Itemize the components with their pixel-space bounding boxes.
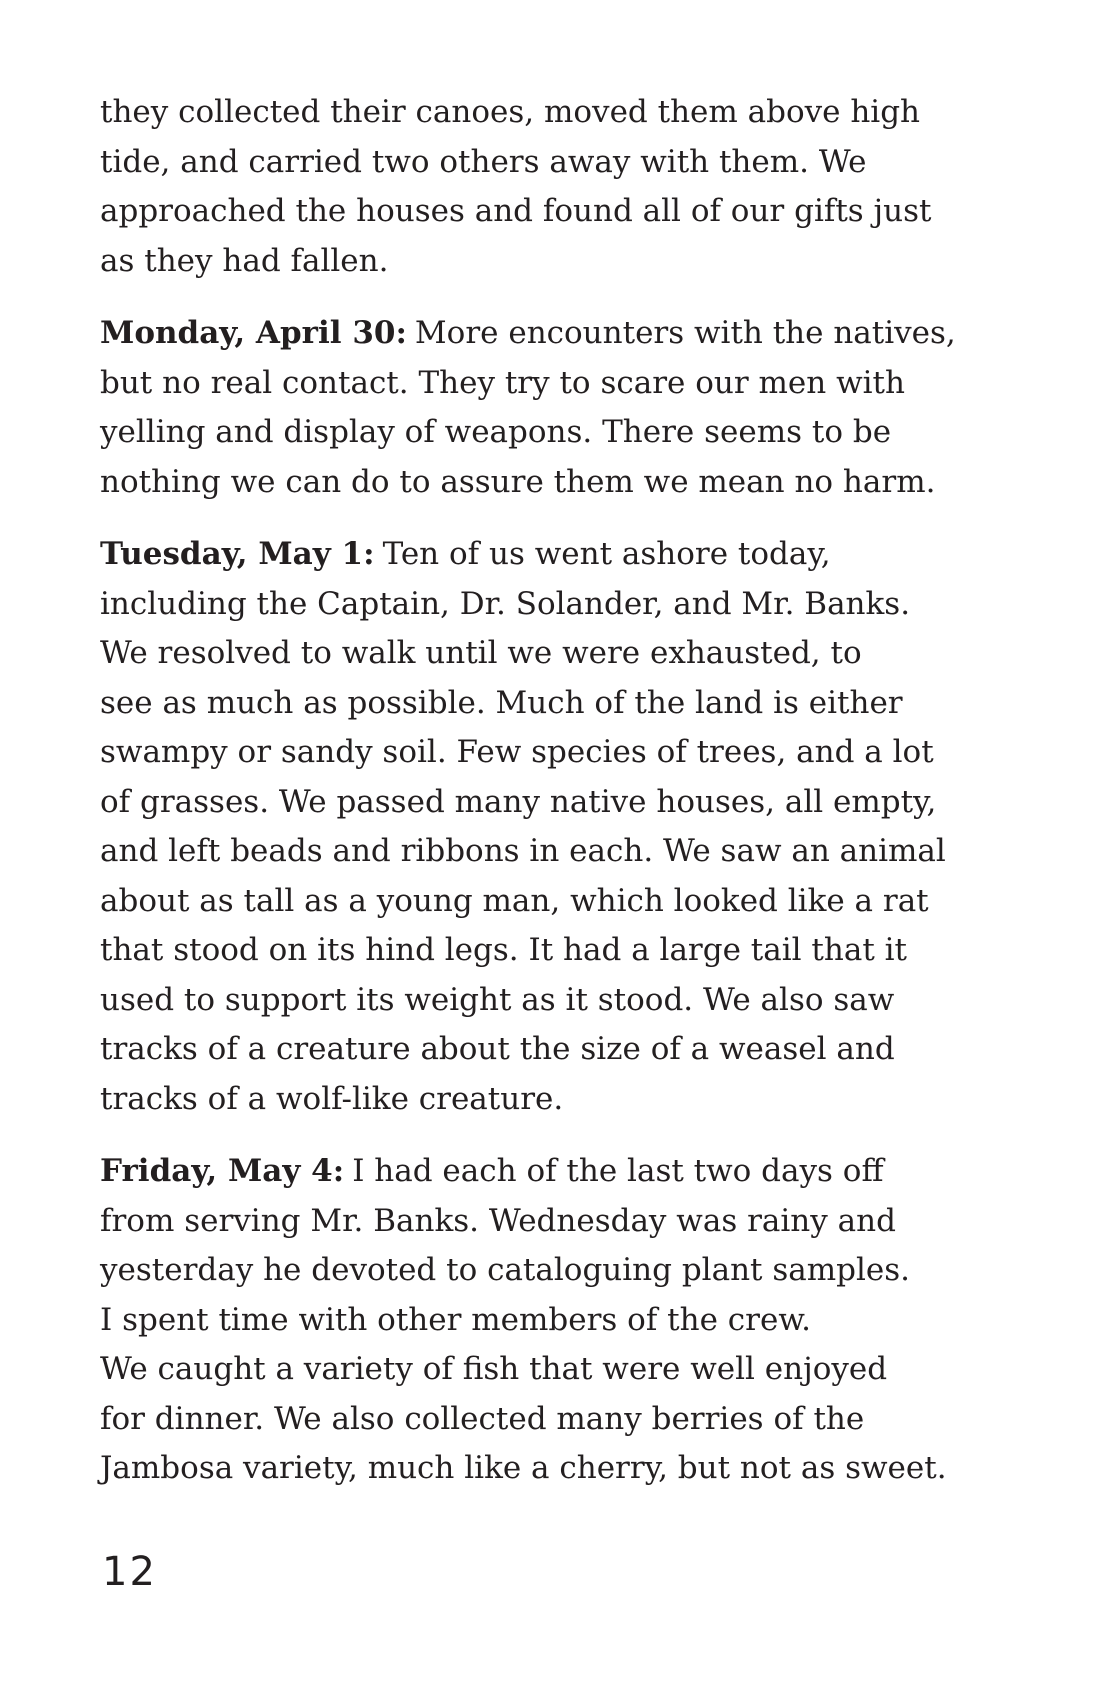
intro-paragraph: they collected their canoes, moved them above high tide, and carried two others away with them. We approached the houses and found all of our gifts just as they had fallen. [100,94,932,279]
page-number: 12 [102,1549,157,1595]
journal-page-body [100,88,1000,1517]
entry-date: Friday, May 4: [100,1153,345,1189]
entry-date: Tuesday, May 1: [100,536,375,572]
journal-entry-friday-may-4 [100,1147,1000,1494]
entry-text: Ten of us went ashore today, including the Captain, Dr. Solander, and Mr. Banks. We resolved to walk until we were exhausted, to see as much as possible. Much of the land is either swampy or sandy soil. Few species of trees, and a lot of grasses. We passed many native houses, all empty, and left beads and ribbons in each. We saw an animal about as tall as a young man, which looked like a rat that stood on its hind legs. It had a large tail that it used to support its weight as it stood. We also saw tracks of a creature about the size of a weasel and tracks of a wolf-like creature. [100,536,946,1117]
entry-date: Monday, April 30: [100,315,407,351]
journal-entry-monday-april-30 [100,309,1000,507]
journal-entry-tuesday-may-1 [100,530,1000,1124]
entry-text: More encounters with the natives, but no real contact. They try to scare our men with yelling and display of weapons. There seems to be nothing we can do to assure them we mean no harm. [100,315,956,500]
entry-text: I had each of the last two days off from serving Mr. Banks. Wednesday was rainy and yesterday he devoted to cataloguing plant samples. I spent time with other members of the crew. We caught a variety of fish that were well enjoyed for dinner. We also collected many berries of the Jambosa variety, much like a cherry, but not as sweet. [100,1153,947,1486]
